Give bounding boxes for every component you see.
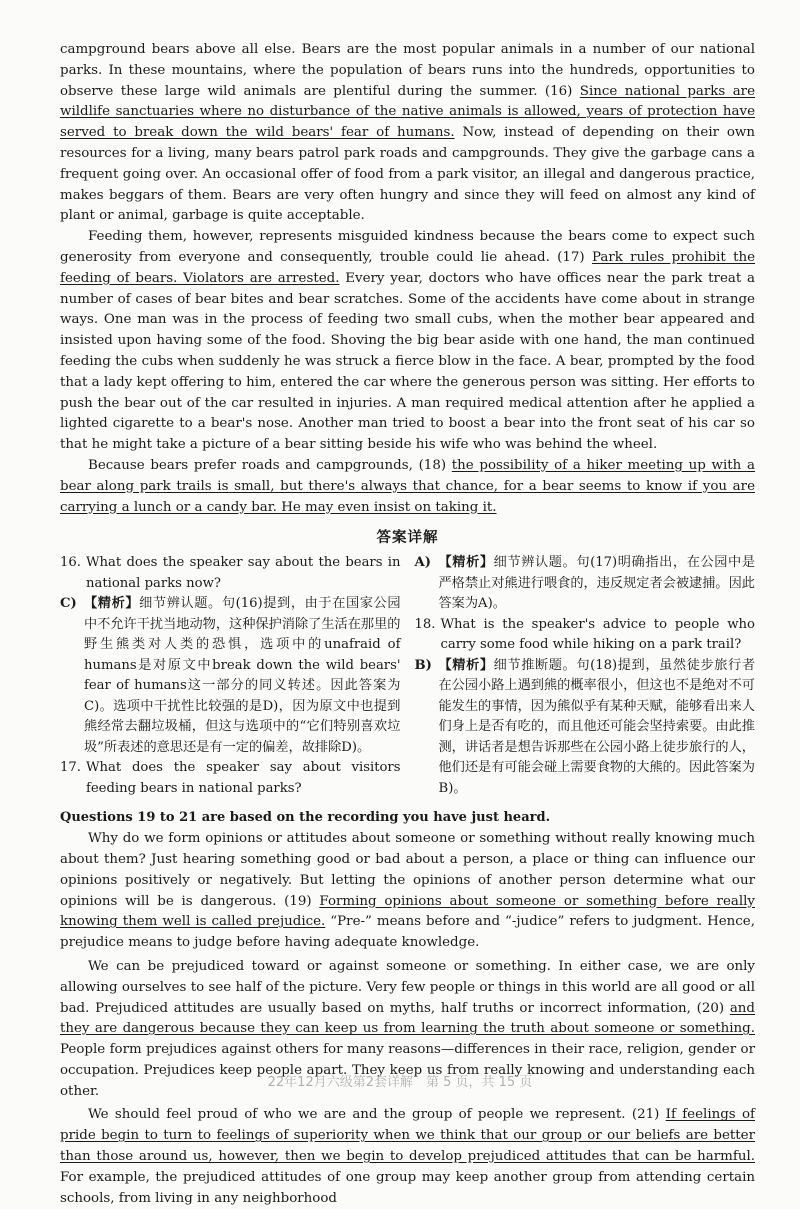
question-18	[415, 615, 756, 656]
analysis-tag: 【精析】	[438, 657, 494, 673]
paragraph-bears-3	[60, 456, 755, 518]
text-run: We should feel proud of who we are and the group of people we represent. (21)	[88, 1107, 666, 1123]
answer-key: C)	[60, 596, 77, 612]
question-number: 17.	[60, 760, 81, 776]
question-16	[60, 553, 401, 594]
question-number: 18.	[414, 616, 436, 632]
text-run: Feeding them, however, represents misguided kindness because the bears come to expect such generosity from everyone and consequently, trouble could lie ahead. (17)	[60, 229, 755, 265]
analysis-text: 细节推断题。句(18)提到，虽然徒步旅行者在公园小路上遇到熊的概率很小，但这也不是绝对不可能发生的事情，因为熊似乎有某种天赋，能够看出来人们身上是否有吃的，而且他还可能会坚持索要。由此推测，讲话者是想告诉那些在公园小路上徒步旅行的人，他们还是有可能会碰上需要食物的大熊的。因此答案为B)。	[438, 657, 756, 796]
text-run: Every year, doctors who have offices near the park treat a number of cases of bear bites and bear scratches. Some of the accidents have come about in strange ways. One man was in the process of feeding two small cubs, when the mother bear appeared and insisted upon having some of the food. Shoving the big bear aside with one hand, the man continued feeding the cubs when suddenly he was struck a fierce blow in the face. A bear, prompted by the food that a lady kept offering to him, entered the car where the generous person was sitting. Her efforts to push the bear out of the car resulted in injuries. A man required medical attention after he applied a lighted cigarette to a bear's nose. Another man tried to boost a bear into the front seat of his car so that he might take a picture of a bear sitting beside his wife who was behind the wheel.	[60, 270, 755, 453]
questions-19-21-heading: Questions 19 to 21 are based on the recording you have just heard.	[60, 810, 551, 826]
text-run: Now, instead of depending on their own resources for a living, many bears patrol park roads and campgrounds. They give the garbage cans a frequent going over. An occasional offer of food from a park visitor, an illegal and dangerous practice, makes beggars of them. Bears are very often hungry and since they will feed on almost any kind of plant or animal, garbage is quite acceptable.	[60, 125, 755, 224]
text-run: “Pre-” means before and “-judice” refers to judgment. Hence, prejudice means to judge before having adequate knowledge.	[60, 914, 755, 951]
page-footer: 22年12月六级第2套详解 第 5 页，共 15 页	[267, 1075, 533, 1090]
answer-18	[415, 656, 756, 800]
answer-17	[415, 553, 756, 615]
document-page	[60, 40, 755, 1209]
text-run: Because bears prefer roads and campgrounds, (18)	[88, 457, 452, 473]
underlined-answer-21: If feelings of pride begin to turn to feelings of superiority when we think that our group or our beliefs are better than those around us, however, then we begin to develop prejudiced attitudes that can be harmful.	[60, 1107, 755, 1165]
answer-key: A)	[414, 555, 431, 571]
answers-right-column	[415, 553, 756, 799]
paragraph-prejudice-1	[60, 829, 755, 954]
text-run: People form prejudices against others for many reasons—differences in their race, religion, gender or occupation. Prejudices keep people apart. They keep us from really knowing and understanding each other.	[60, 1042, 755, 1099]
underlined-answer-19: Forming opinions about someone or something before really knowing them well is called prejudice.	[60, 893, 755, 930]
answers-columns	[60, 553, 755, 799]
text-run: campground bears above all else. Bears are the most popular animals in a number of our national parks. In these mountains, where the population of bears runs into the hundreds, opportunities to observe these large wild animals are plentiful during the summer. (16)	[60, 42, 755, 99]
underlined-answer-16: Since national parks are wildlife sanctuaries where no disturbance of the native animals is allowed, years of protection have served to break down the wild bears' fear of humans.	[60, 83, 756, 141]
underlined-answer-18: the possibility of a hiker meeting up with a bear along park trails is small, but there's always that chance, for a bear seems to know if you are carrying a lunch or a candy bar. He may even insist on taking it.	[60, 457, 755, 515]
question-text: What does the speaker say about the bears in national parks now?	[86, 555, 401, 591]
analysis-text: 细节辨认题。句(17)明确指出，在公园中是严格禁止对熊进行喂食的，违反规定者会被逮捕。因此答案为A)。	[438, 555, 756, 612]
answer-16	[60, 594, 401, 758]
text-run: We can be prejudiced toward or against someone or something. In either case, we are only allowing ourselves to see half of the picture. Very few people or things in this world are all good or all bad. Prejudiced attitudes are usually based on myths, half truths or incorrect information, (20)	[60, 958, 755, 1016]
question-text: What does the speaker say about visitors feeding bears in national parks?	[86, 760, 401, 796]
paragraph-prejudice-3	[60, 1105, 755, 1209]
underlined-answer-17: Park rules prohibit the feeding of bears. Violators are arrested.	[60, 249, 755, 286]
analysis-tag: 【精析】	[438, 555, 494, 571]
text-run: For example, the prejudiced attitudes of one group may keep another group from attending certain schools, from living in any neighborhood	[60, 1169, 755, 1206]
question-number: 16.	[60, 555, 81, 571]
answer-key: B)	[414, 657, 432, 673]
paragraph-bears-2	[60, 227, 755, 456]
analysis-tag: 【精析】	[84, 596, 140, 612]
text-run: Why do we form opinions or attitudes about someone or something without really knowing much about them? Just hearing something good or bad about a person, a place or thing can influence our opinions positively or negatively. But letting the opinions of another person determine what our opinions will be is dangerous. (19)	[60, 831, 755, 909]
underlined-answer-20: and they are dangerous because they can keep us from learning the truth about someone or something.	[60, 1000, 755, 1037]
question-17	[60, 758, 401, 799]
paragraph-bears-1	[60, 40, 755, 227]
question-text: What is the speaker's advice to people who carry some food while hiking on a park trail?	[440, 616, 755, 653]
analysis-text: 细节辨认题。句(16)提到，由于在国家公园中不允许干扰当地动物，这种保护消除了生活在那里的野生熊类对人类的恐惧，选项中的unafraid of humans是对原文中break down the wild bears' fear of humans这一部分的同义转述。因此答案为C)。选项中干扰性比较强的是D)，因为原文中也提到熊经常去翻垃圾桶，但这与选项中的“它们特别喜欢垃圾”所表述的意思还是有一定的偏差，故排除D)。	[84, 596, 401, 755]
answers-left-column	[60, 553, 401, 799]
answers-section-title: 答案详解	[376, 530, 439, 547]
